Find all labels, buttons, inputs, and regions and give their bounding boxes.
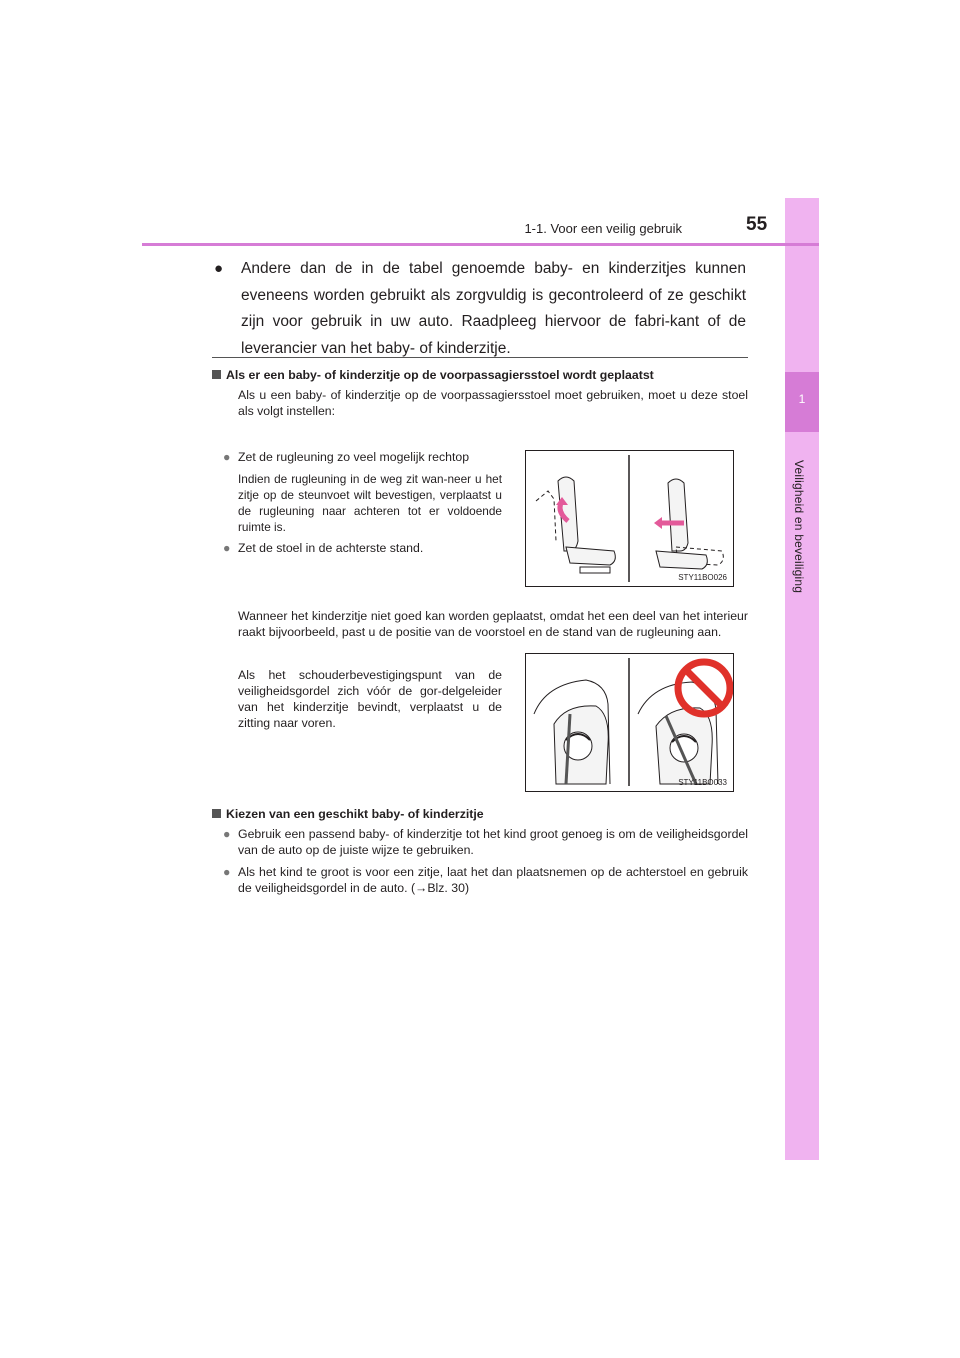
square-bullet-icon bbox=[212, 370, 221, 379]
section-title: 1-1. Voor een veilig gebruik bbox=[524, 221, 682, 236]
section2-bullet2: ● Als het kind te groot is voor een zitje, laat het dan plaatsnemen op de achterstoel en gebruik de veiligheidsgordel in de auto. (→Blz. 30) bbox=[223, 865, 748, 895]
seat-belt-figure bbox=[525, 653, 734, 792]
section1-para3-block bbox=[212, 667, 502, 731]
child-seat-belt-illustration-icon bbox=[526, 654, 733, 791]
bullet-dot-icon: ● bbox=[223, 865, 231, 879]
square-bullet-icon bbox=[212, 809, 221, 818]
section1-para2-block bbox=[212, 608, 748, 640]
section-divider bbox=[212, 357, 748, 358]
seat-adjustment-figure bbox=[525, 450, 734, 587]
section2-bullet1: ● Gebruik een passend baby- of kinderzitje tot het kind groot genoeg is om de veiligheidsgordel van de auto op de juiste wijze te gebruiken. bbox=[223, 827, 748, 857]
section1-heading: Als er een baby- of kinderzitje op de voorpassagiersstoel wordt geplaatst bbox=[212, 367, 748, 383]
chapter-number: 1 bbox=[785, 372, 819, 432]
section1-para3: Als het schouderbevestigingspunt van de veiligheidsgordel zich vóór de gor-delgeleider van het kinderzitje bevindt, verplaatst u de zitting naar voren. bbox=[238, 668, 502, 730]
chapter-title: Veiligheid en beveiliging bbox=[792, 460, 806, 594]
section1-heading-block bbox=[212, 367, 748, 419]
section2-block bbox=[212, 806, 748, 896]
section1-bullet2: ● Zet de stoel in de achterste stand. bbox=[223, 541, 424, 555]
figure-code: STY11BO026 bbox=[678, 573, 727, 582]
bullet-dot-icon: ● bbox=[214, 260, 224, 277]
intro-bullet bbox=[216, 256, 746, 362]
page-number: 55 bbox=[746, 214, 768, 235]
bullet-dot-icon: ● bbox=[223, 541, 231, 555]
figure-code: STY11BO033 bbox=[678, 778, 727, 787]
header-rule bbox=[142, 243, 819, 246]
section1-bullet1-note: Indien de rugleuning in de weg zit wan-neer u het zitje op de steunvoet wilt bevestigen, verplaatst u de rugleuning naar achteren tot er voldoende ruimte is. bbox=[238, 472, 502, 534]
bullet-dot-icon: ● bbox=[223, 827, 231, 841]
intro-bullet-text: Andere dan de in de tabel genoemde baby- en kinderzitjes kunnen eveneens worden gebruikt als zorgvuldig is gecontroleerd of ze geschikt zijn voor gebruik in uw auto. Raadpleeg hiervoor de fabri-kant of de leverancier van het baby- of kinderzitje. bbox=[241, 260, 746, 357]
chapter-side-tab bbox=[785, 198, 819, 1160]
section1-bullet1: ● Zet de rugleuning zo veel mogelijk rechtop bbox=[223, 450, 470, 464]
section1-intro: Als u een baby- of kinderzitje op de voorpassagiersstoel moet gebruiken, moet u deze stoel als volgt instellen: bbox=[238, 388, 748, 418]
section1-para2: Wanneer het kinderzitje niet goed kan worden geplaatst, omdat het een deel van het interieur raakt bijvoorbeeld, past u de positie van de voorstoel en de stand van de rugleuning aan. bbox=[238, 609, 748, 639]
seat-illustration-icon bbox=[526, 451, 733, 586]
section2-heading: Kiezen van een geschikt baby- of kinderzitje bbox=[212, 806, 748, 822]
bullet-dot-icon: ● bbox=[223, 450, 231, 464]
section1-bullet1-block bbox=[212, 449, 502, 556]
